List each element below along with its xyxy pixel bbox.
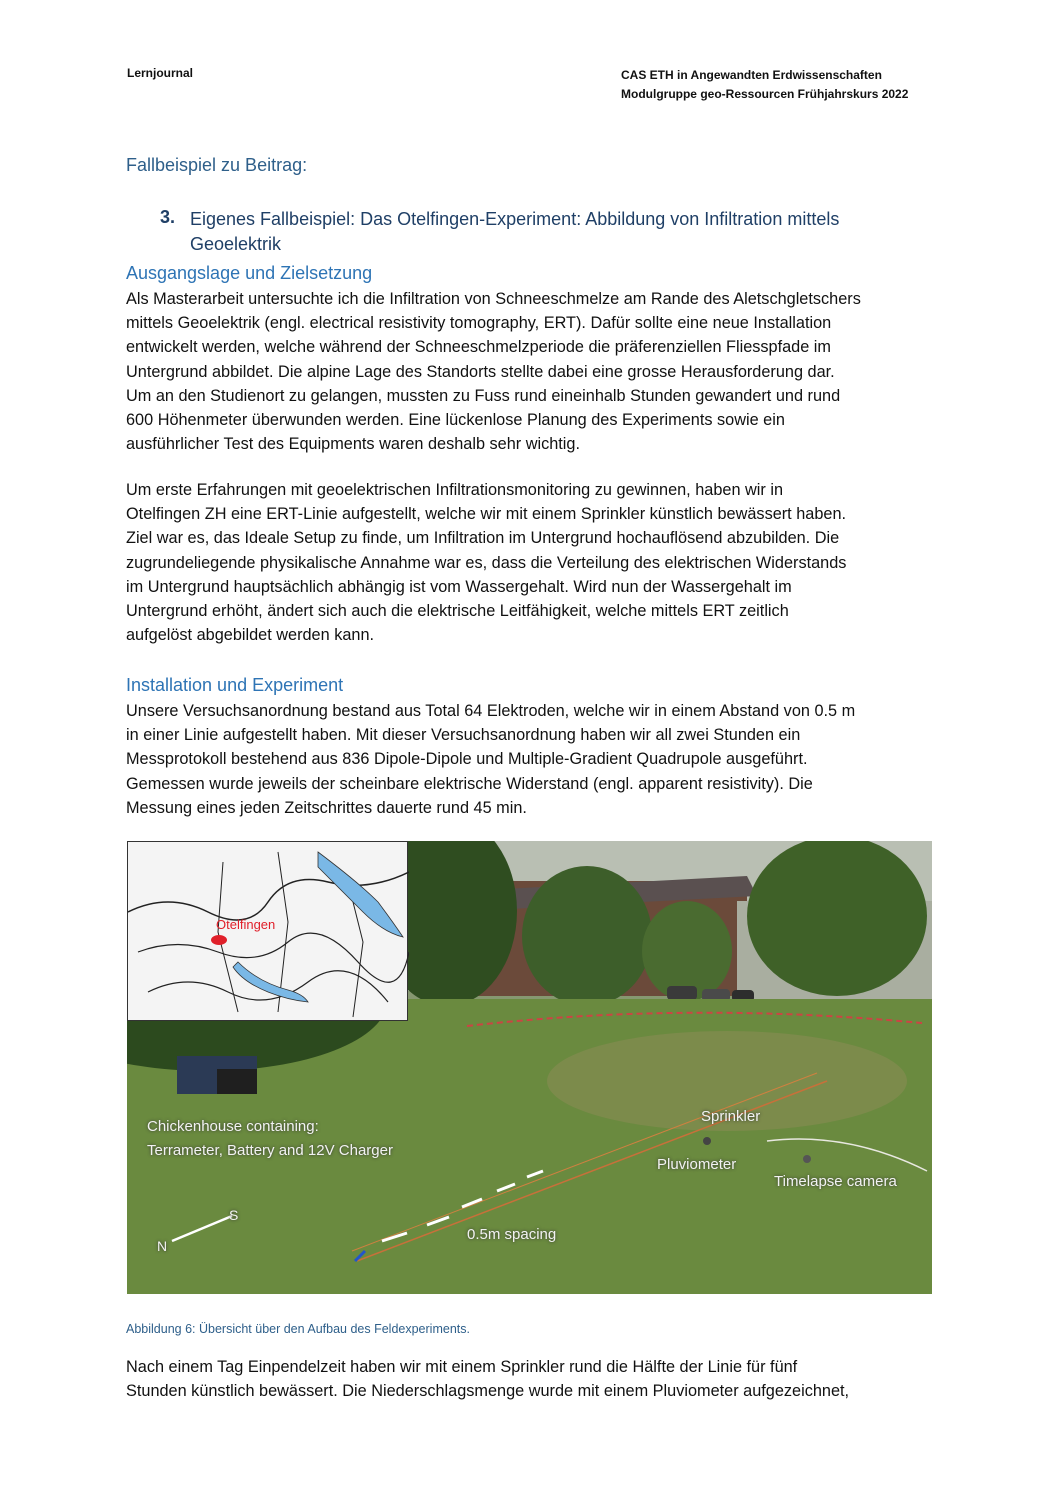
label-chickenhouse-line2: Terrameter, Battery and 12V Charger (147, 1142, 393, 1159)
header-module-line: Modulgruppe geo-Ressourcen Frühjahrskurs 2022 (621, 87, 909, 101)
page-header-left: Lernjournal (127, 66, 194, 80)
paragraph-einpendelzeit: Nach einem Tag Einpendelzeit haben wir mit einem Sprinkler rund die Hälfte der Linie für fünf Stunden künstlich bewässert. Die Niederschlagsmenge wurde mit einem Pluviometer aufgezeichnet, (126, 1358, 850, 1401)
inset-map (127, 841, 408, 1021)
chapter-number: 3. (160, 207, 176, 227)
figure-caption: Abbildung 6: Übersicht über den Aufbau des Feldexperiments. (126, 1322, 470, 1336)
label-pluviometer: Pluviometer (657, 1156, 737, 1173)
compass-s-label: S (229, 1207, 239, 1223)
subsection-heading-ausgangslage: Ausgangslage und Zielsetzung (126, 263, 373, 283)
paragraph-masterarbeit: Als Masterarbeit untersuchte ich die Infiltration von Schneeschmelze am Rande des Aletschgletschers mittels Geoelektrik (engl. electrical resistivity tomography, ERT). Dafür sollte eine neue Installation entwickelt werden, welche während der Schneeschmelzperiode die präferenziellen Fliesspfade im Untergrund abbildet. Die alpine Lage des Standorts stellte dabei eine grosse Herausforderung dar. Um an den Studienort zu gelangen, mussten zu Fuss rund eineinhalb Stunden gewandert und rund 600 Höhenmeter überwunden werden. Eine lückenlose Planung des Experiments sowie ein ausführlicher Test des Equipments waren deshalb sehr wichtig. (126, 290, 861, 454)
chapter-title: Eigenes Fallbeispiel: Das Otelfingen-Experiment: Abbildung von Infiltration mittels Geoelektrik (190, 209, 840, 254)
otelfingen-marker (211, 935, 227, 945)
subsection-heading-installation: Installation und Experiment (126, 675, 344, 695)
figure-field-experiment (127, 841, 932, 1294)
label-chickenhouse-line1: Chickenhouse containing: (147, 1118, 319, 1135)
label-timelapse-camera: Timelapse camera (774, 1173, 897, 1190)
label-sprinkler: Sprinkler (701, 1108, 761, 1125)
label-electrode-spacing: 0.5m spacing (467, 1226, 557, 1243)
paragraph-erfahrungen: Um erste Erfahrungen mit geoelektrischen Infiltrationsmonitoring zu gewinnen, haben wir in Otelfingen ZH eine ERT-Linie aufgestellt, welche wir mit einem Sprinkler künstlich bewässert haben. Ziel war es, das Ideale Setup zu finde, um Infiltration im Untergrund hochauflösend abzubilden. Die zugrundeliegende physikalische Annahme war es, dass die Verteilung des elektrischen Widerstands im Untergrund hauptsächlich abhängig ist vom Wassergehalt. Wird nun der Wassergehalt im Untergrund erhöht, ändert sich auch die elektrische Leitfähigkeit, welche mittels ERT zeitlich aufgelöst abgebildet werden kann. (126, 481, 847, 645)
header-course-line: CAS ETH in Angewandten Erdwissenschaften (621, 68, 882, 82)
section-title: Fallbeispiel zu Beitrag: (126, 155, 308, 175)
page-header-right (621, 66, 908, 104)
compass-n-label: N (157, 1238, 168, 1254)
map-label-otelfingen: Otelfingen (216, 917, 276, 932)
inset-map-drawing (128, 842, 409, 1022)
paragraph-versuchsanordnung: Unsere Versuchsanordnung bestand aus Total 64 Elektroden, welche wir in einem Abstand von 0.5 m in einer Linie aufgestellt haben. Mit dieser Versuchsanordnung haben wir all zwei Stunden ein Messprotokoll bestehend aus 836 Dipole-Dipole und Multiple-Gradient Quadrupole ausgeführt. Gemessen wurde jeweils der scheinbare elektrische Widerstand (engl. apparent resistivity). Die Messung eines jeden Zeitschrittes dauerte rund 45 min. (126, 702, 856, 817)
